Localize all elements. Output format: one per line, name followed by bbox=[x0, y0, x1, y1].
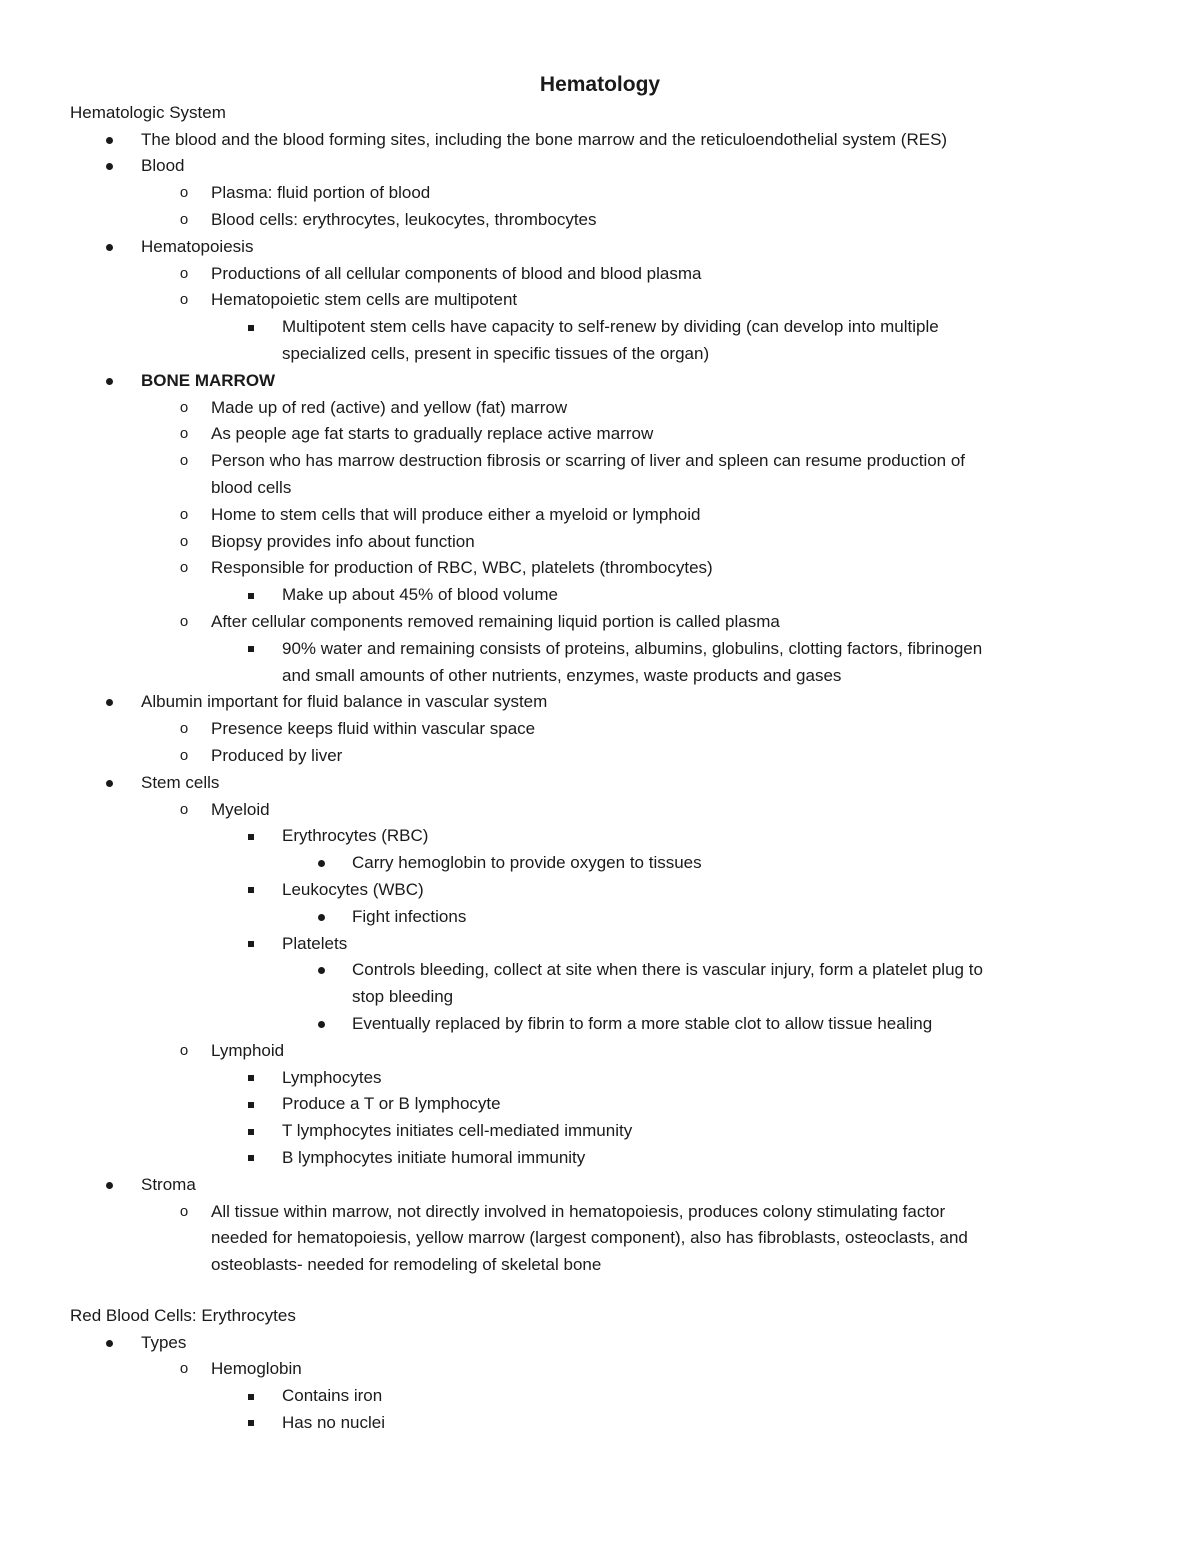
list-item bbox=[282, 1383, 382, 1410]
list-item-text: stop bleeding bbox=[352, 987, 454, 1007]
list-item bbox=[282, 1091, 501, 1118]
list-item bbox=[179, 180, 431, 207]
list-item-continuation bbox=[211, 1252, 601, 1279]
bullet-circle-icon: o bbox=[179, 532, 189, 550]
list-item-text: 90% water and remaining consists of proteins, albumins, globulins, clotting factors, fibrinogen bbox=[282, 638, 983, 658]
list-item bbox=[179, 502, 701, 529]
bullet-circle-icon: o bbox=[179, 452, 189, 470]
list-item-text: Platelets bbox=[282, 933, 348, 953]
list-item-text: Blood cells: erythrocytes, leukocytes, thrombocytes bbox=[211, 209, 597, 229]
list-item bbox=[179, 1356, 302, 1383]
list-item-continuation bbox=[282, 663, 841, 690]
list-item-text: Carry hemoglobin to provide oxygen to tissues bbox=[352, 853, 702, 873]
list-item bbox=[179, 1038, 285, 1065]
list-item bbox=[141, 1330, 186, 1357]
list-item bbox=[141, 153, 184, 180]
list-item bbox=[179, 716, 536, 743]
bullet-circle-icon: o bbox=[179, 184, 189, 202]
list-item bbox=[141, 234, 253, 261]
section-heading: Hematologic System bbox=[70, 103, 226, 122]
list-item-continuation bbox=[352, 984, 453, 1011]
list-item-text: Erythrocytes (RBC) bbox=[282, 826, 429, 846]
bullet-circle-icon: o bbox=[179, 800, 189, 818]
bullet-disc-icon bbox=[106, 699, 113, 706]
bullet-circle-icon: o bbox=[179, 505, 189, 523]
list-item bbox=[141, 368, 275, 395]
bullet-square-icon bbox=[248, 834, 254, 840]
list-item bbox=[179, 609, 780, 636]
list-item bbox=[179, 287, 518, 314]
list-item-continuation bbox=[282, 341, 709, 368]
list-item bbox=[179, 448, 966, 475]
list-item-text: Person who has marrow destruction fibrosis or scarring of liver and spleen can resume production of bbox=[211, 451, 966, 471]
bullet-square-icon bbox=[248, 646, 254, 652]
list-item bbox=[282, 877, 424, 904]
list-item bbox=[179, 529, 475, 556]
bullet-square-icon bbox=[248, 1155, 254, 1161]
bullet-circle-icon: o bbox=[179, 720, 189, 738]
list-item bbox=[179, 207, 597, 234]
bullet-disc-icon bbox=[318, 860, 325, 867]
list-item-text: Has no nuclei bbox=[282, 1412, 386, 1432]
bullet-circle-icon: o bbox=[179, 210, 189, 228]
list-item-text: and small amounts of other nutrients, enzymes, waste products and gases bbox=[282, 665, 842, 685]
list-item bbox=[179, 261, 702, 288]
bullet-circle-icon: o bbox=[179, 746, 189, 764]
list-item-text: Multipotent stem cells have capacity to self-renew by dividing (can develop into multiple bbox=[282, 317, 939, 337]
list-item bbox=[179, 797, 270, 824]
bullet-disc-icon bbox=[318, 914, 325, 921]
list-item-text: T lymphocytes initiates cell-mediated immunity bbox=[282, 1121, 633, 1141]
list-item bbox=[352, 904, 466, 931]
bullet-square-icon bbox=[248, 1420, 254, 1426]
bullet-disc-icon bbox=[106, 137, 113, 144]
list-item bbox=[141, 689, 547, 716]
bullet-square-icon bbox=[248, 1102, 254, 1108]
list-item bbox=[282, 1410, 385, 1437]
list-item-text: Blood bbox=[141, 156, 185, 176]
bullet-disc-icon bbox=[106, 378, 113, 385]
list-item-text: needed for hematopoiesis, yellow marrow (largest component), also has fibroblasts, osteoclasts, and bbox=[211, 1228, 968, 1248]
list-item bbox=[282, 931, 347, 958]
list-item-text: Types bbox=[141, 1332, 187, 1352]
list-item-continuation bbox=[211, 475, 291, 502]
bullet-disc-icon bbox=[106, 1340, 113, 1347]
list-item-text: Albumin important for fluid balance in vascular system bbox=[141, 692, 548, 712]
list-item-text: osteoblasts- needed for remodeling of skeletal bone bbox=[211, 1255, 602, 1275]
bullet-square-icon bbox=[248, 1129, 254, 1135]
list-item-text: Responsible for production of RBC, WBC, platelets (thrombocytes) bbox=[211, 558, 713, 578]
list-item bbox=[282, 582, 558, 609]
list-item-text: Presence keeps fluid within vascular space bbox=[211, 719, 536, 739]
list-item-text: Hematopoiesis bbox=[141, 236, 254, 256]
list-item-text: Hematopoietic stem cells are multipotent bbox=[211, 290, 518, 310]
list-item bbox=[141, 770, 219, 797]
bullet-circle-icon: o bbox=[179, 291, 189, 309]
bullet-circle-icon: o bbox=[179, 1041, 189, 1059]
list-item-text: Made up of red (active) and yellow (fat) marrow bbox=[211, 397, 568, 417]
list-item-text: Hemoglobin bbox=[211, 1359, 302, 1379]
list-item bbox=[179, 395, 568, 422]
bullet-square-icon bbox=[248, 1394, 254, 1400]
bullet-square-icon bbox=[248, 593, 254, 599]
list-item bbox=[352, 850, 702, 877]
list-item bbox=[282, 1118, 632, 1145]
list-item-text: After cellular components removed remaining liquid portion is called plasma bbox=[211, 611, 780, 631]
list-item-text: Lymphocytes bbox=[282, 1067, 382, 1087]
list-item-text: The blood and the blood forming sites, including the bone marrow and the reticuloendothelial system (RES) bbox=[141, 129, 948, 149]
list-item-text: BONE MARROW bbox=[141, 370, 276, 390]
list-item bbox=[352, 957, 983, 984]
list-item-text: Make up about 45% of blood volume bbox=[282, 585, 558, 605]
list-item-text: Controls bleeding, collect at site when there is vascular injury, form a platelet plug to bbox=[352, 960, 983, 980]
list-item-text: All tissue within marrow, not directly involved in hematopoiesis, produces colony stimulating factor bbox=[211, 1201, 946, 1221]
list-item-text: Biopsy provides info about function bbox=[211, 531, 475, 551]
list-item bbox=[282, 1065, 382, 1092]
bullet-square-icon bbox=[248, 1075, 254, 1081]
section-heading: Red Blood Cells: Erythrocytes bbox=[70, 1306, 296, 1325]
list-item-text: specialized cells, present in specific tissues of the organ) bbox=[282, 343, 710, 363]
bullet-circle-icon: o bbox=[179, 1202, 189, 1220]
list-item-text: Eventually replaced by fibrin to form a more stable clot to allow tissue healing bbox=[352, 1013, 933, 1033]
list-item-text: B lymphocytes initiate humoral immunity bbox=[282, 1147, 586, 1167]
list-item bbox=[179, 421, 654, 448]
list-item bbox=[282, 636, 982, 663]
bullet-square-icon bbox=[248, 887, 254, 893]
bullet-disc-icon bbox=[318, 1021, 325, 1028]
list-item bbox=[282, 314, 939, 341]
bullet-disc-icon bbox=[318, 967, 325, 974]
list-item-text: Stem cells bbox=[141, 772, 220, 792]
list-item-text: Lymphoid bbox=[211, 1040, 285, 1060]
bullet-square-icon bbox=[248, 941, 254, 947]
list-item bbox=[141, 127, 947, 154]
bullet-circle-icon: o bbox=[179, 612, 189, 630]
list-item bbox=[352, 1011, 932, 1038]
list-item-text: Contains iron bbox=[282, 1386, 383, 1406]
list-item-text: Produce a T or B lymphocyte bbox=[282, 1094, 501, 1114]
bullet-circle-icon: o bbox=[179, 559, 189, 577]
bullet-circle-icon: o bbox=[179, 425, 189, 443]
list-item-text: As people age fat starts to gradually replace active marrow bbox=[211, 424, 654, 444]
bullet-square-icon bbox=[248, 325, 254, 331]
list-item bbox=[282, 1145, 585, 1172]
bullet-disc-icon bbox=[106, 163, 113, 170]
list-item-text: Fight infections bbox=[352, 906, 467, 926]
list-item-text: Stroma bbox=[141, 1174, 196, 1194]
bullet-disc-icon bbox=[106, 780, 113, 787]
document-title: Hematology bbox=[539, 73, 661, 96]
bullet-disc-icon bbox=[106, 1182, 113, 1189]
bullet-circle-icon: o bbox=[179, 1360, 189, 1378]
list-item bbox=[179, 1199, 946, 1226]
bullet-circle-icon: o bbox=[179, 264, 189, 282]
bullet-circle-icon: o bbox=[179, 398, 189, 416]
list-item bbox=[141, 1172, 196, 1199]
list-item-text: Productions of all cellular components of blood and blood plasma bbox=[211, 263, 702, 283]
list-item-text: Produced by liver bbox=[211, 745, 343, 765]
list-item-text: Home to stem cells that will produce either a myeloid or lymphoid bbox=[211, 504, 701, 524]
list-item bbox=[179, 743, 343, 770]
list-item bbox=[179, 555, 713, 582]
bullet-disc-icon bbox=[106, 244, 113, 251]
list-item-continuation bbox=[211, 1225, 968, 1252]
list-item-text: Myeloid bbox=[211, 799, 270, 819]
list-item-text: Plasma: fluid portion of blood bbox=[211, 183, 431, 203]
list-item-text: Leukocytes (WBC) bbox=[282, 879, 424, 899]
list-item-text: blood cells bbox=[211, 477, 292, 497]
list-item bbox=[282, 823, 428, 850]
